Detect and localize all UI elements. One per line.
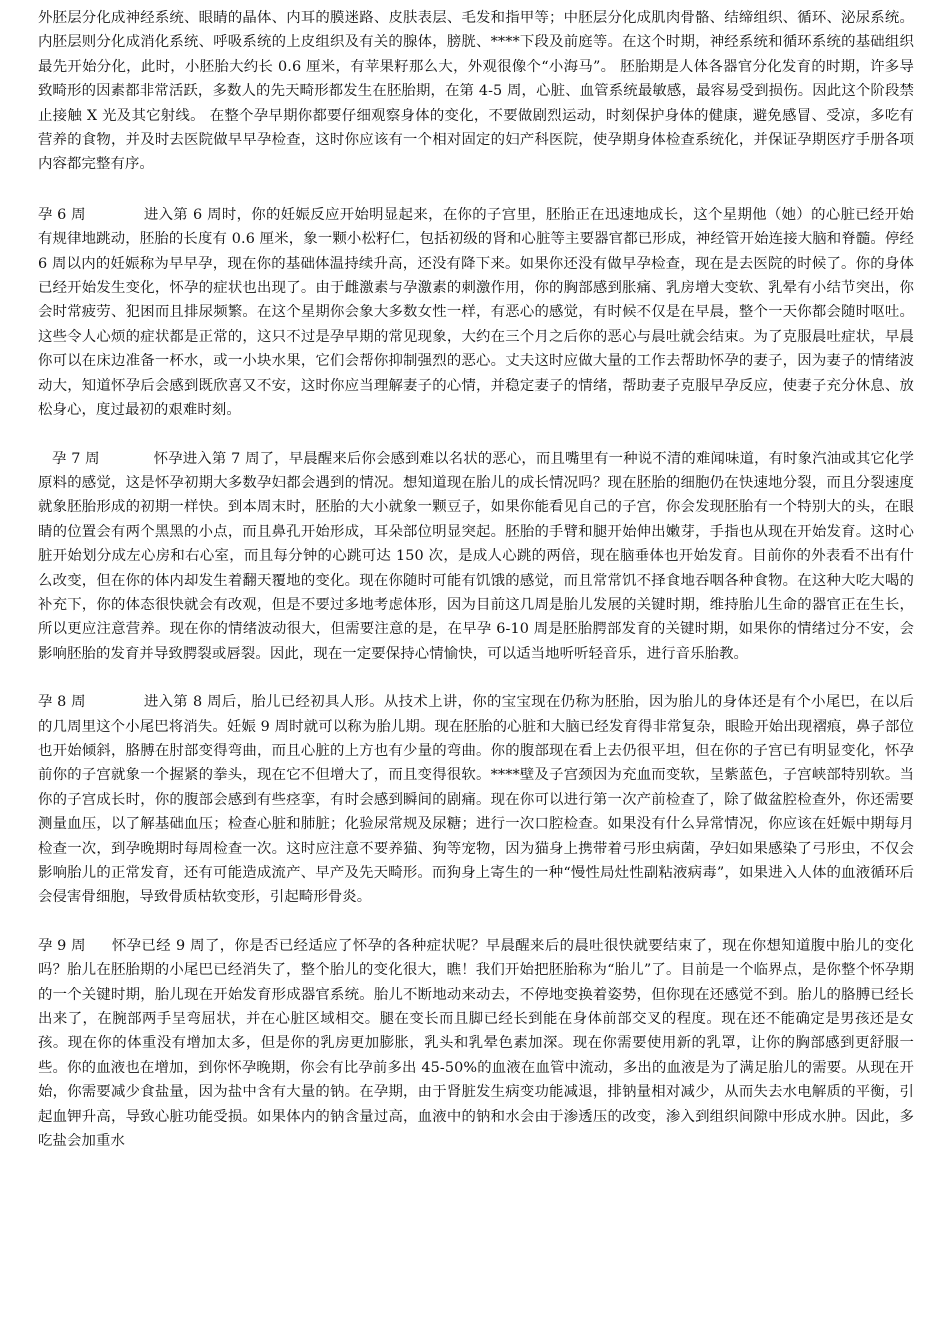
intro-paragraph: 外胚层分化成神经系统、眼睛的晶体、内耳的膜迷路、皮肤表层、毛发和指甲等；中胚层分化成肌肉骨骼、结缔组织、循环、泌尿系统。内胚层则分化成消化系统、呼吸系统的上皮组织及有关的腺体，膀胱、****下段及前庭等。在这个时期，神经系统和循环系统的基础组织最先开始分化，此时，小胚胎大约长 0.6 厘米，有苹果籽那么大，外观很像个“小海马”。 胚胎期是人体各器官分化发育的时期，许多导致畸形的因素都非常活跃，多数人的先天畸形都发生在胚胎期，在第 4-5 周，心脏、血管系统最敏感，最容易受到损伤。因此这个阶段禁止接触 X 光及其它射线。 在整个孕早期你都要仔细观察身体的变化，不要做剧烈运动，时刻保护身体的健康，避免感冒、受凉，多吃有营养的食物，并及时去医院做早早孕检查，这时你应该有一个相对固定的妇产科医院，使孕期身体检查系统化，并保证孕期医疗手册各项内容都完整有序。 <box>38 10 914 173</box>
week-9-paragraph <box>38 934 914 1154</box>
week-7-text: 怀孕进入第 7 周了，早晨醒来后你会感到难以名状的恶心，而且嘴里有一种说不清的难闻味道，有时象汽油或其它化学原料的感觉，这是怀孕初期大多数孕妇都会遇到的情况。想知道现在胎儿的成长情况吗？现在胚胎的细胞仍在快速地分裂，而且分裂速度就象胚胎形成的初期一样快。到本周末时，胚胎的大小就象一颗豆子，如果你能看见自己的子宫，你会发现胚胎有一个特别大的头，在眼睛的位置会有两个黑黑的小点，而且鼻孔开始形成，耳朵部位明显突起。胚胎的手臂和腿开始伸出嫩芽，手指也从现在开始发育。这时心脏开始划分成左心房和右心室，而且每分钟的心跳可达 150 次，是成人心跳的两倍，现在脑垂体也开始发育。目前你的外表看不出有什么改变，但在你的体内却发生着翻天覆地的变化。现在你随时可能有饥饿的感觉，而且常常饥不择食地吞咽各种食物。在这种大吃大喝的补充下，你的体态很快就会有改观，但是不要过多地考虑体形，因为目前这几周是胎儿发展的关键时期，维持胎儿生命的器官正在生长，所以更应注意营养。现在你的情绪波动很大，但需要注意的是，在早孕 6-10 周是胚胎腭部发育的关键时期，如果你的情绪过分不安，会影响胚胎的发育并导致腭裂或唇裂。因此，现在一定要保持心情愉快，可以适当地听听轻音乐，进行音乐胎教。 <box>38 450 914 662</box>
week-9-heading: 孕 9 周 <box>38 937 86 954</box>
week-7-heading: 孕 7 周 <box>38 450 100 467</box>
week-7-paragraph <box>38 447 914 667</box>
week-9-text: 怀孕已经 9 周了，你是否已经适应了怀孕的各种症状呢？早晨醒来后的晨吐很快就要结束了，现在你想知道腹中胎儿的变化吗？胎儿在胚胎期的小尾巴已经消失了，整个胎儿的变化很大，瞧！我们开始把胚胎称为“胎儿”了。目前是一个临界点，是你整个怀孕期的一个关键时期，胎儿现在开始发育形成器官系统。胎儿不断地动来动去，不停地变换着姿势，但你现在还感觉不到。胎儿的胳膊已经长出来了，在腕部两手呈弯屈状，并在心脏区域相交。腿在变长而且脚已经长到能在身体前部交叉的程度。现在还不能确定是男孩还是女孩。现在你的体重没有增加太多，但是你的乳房更加膨胀，乳头和乳晕色素加深。现在你需要使用新的乳罩，让你的胸部感到更舒服一些。你的血液也在增加，到你怀孕晚期，你会有比孕前多出 45-50%的血液在血管中流动，多出的血液是为了满足胎儿的需要。从现在开始，你需要减少食盐量，因为盐中含有大量的钠。在孕期，由于肾脏发生病变功能减退，排钠量相对减少，从而失去水电解质的平衡，引起血钾升高，导致心脏功能受损。如果体内的钠含量过高，血液中的钠和水会由于渗透压的改变，渗入到组织间隙中形成水肿。因此，多吃盐会加重水 <box>38 937 914 1150</box>
week-6-paragraph <box>38 203 914 423</box>
week-8-text: 进入第 8 周后，胎儿已经初具人形。从技术上讲，你的宝宝现在仍称为胚胎，因为胎儿的身体还是有个小尾巴，在以后的几周里这个小尾巴将消失。妊娠 9 周时就可以称为胎儿期。现在胚胎的心脏和大脑已经发育得非常复杂，眼睑开始出现褶痕，鼻子部位也开始倾斜，胳膊在肘部变得弯曲，而且心脏的上方也有少量的弯曲。你的腹部现在看上去仍很平坦，但在你的子宫已有明显变化，怀孕前你的子宫就象一个握紧的拳头，现在它不但增大了，而且变得很软。****壁及子宫颈因为充血而变软，呈紫蓝色，子宫峡部特别软。当你的子宫成长时，你的腹部会感到有些痉挛，有时会感到瞬间的剧痛。现在你可以进行第一次产前检查了，除了做盆腔检查外，你还需要测量血压，以了解基础血压；检查心脏和肺脏；化验尿常规及尿糖；进行一次口腔检查。如果没有什么异常情况，你应该在妊娠中期每月检查一次，到孕晚期时每周检查一次。这时应注意不要养猫、狗等宠物，因为猫身上携带着弓形虫病菌，孕妇如果感染了弓形虫，不仅会影响胎儿的正常发育，还有可能造成流产、早产及先天畸形。而狗身上寄生的一种“慢性局灶性副粘液病毒”，如果进入人体的血液循环后会侵害骨细胞，导致骨质枯软变形，引起畸形骨炎。 <box>38 694 914 906</box>
week-6-text: 进入第 6 周时，你的妊娠反应开始明显起来，在你的子宫里，胚胎正在迅速地成长，这个星期他（她）的心脏已经开始有规律地跳动，胚胎的长度有 0.6 厘米，象一颗小松籽仁，包括初级的肾和心脏等主要器官都已形成，神经管开始连接大脑和脊髓。停经 6 周以内的妊娠称为早早孕，现在你的基础体温持续升高，还没有降下来。如果你还没有做早孕检查，现在是去医院的时候了。你的身体已经开始发生变化，怀孕的症状也出现了。由于雌激素与孕激素的刺激作用，你的胸部感到胀痛、乳房增大变软、乳晕有小结节突出，你会时常疲劳、犯困而且排尿频繁。在这个星期你会象大多数女性一样，有恶心的感觉，有时候不仅是在早晨，整个一天你都会随时呕吐。这些令人心烦的症状都是正常的，这只不过是孕早期的常见现象，大约在三个月之后你的恶心与晨吐就会结束。为了克服晨吐症状，早晨你可以在床边准备一杯水，或一小块水果，它们会帮你抑制强烈的恶心。丈夫这时应做大量的工作去帮助怀孕的妻子，因为妻子的情绪波动大，知道怀孕后会感到既欣喜又不安，这时你应当理解妻子的心情，并稳定妻子的情绪，帮助妻子克服早孕反应，使妻子充分休息、放松身心，度过最初的艰难时刻。 <box>38 206 914 419</box>
document-page <box>38 6 914 1177</box>
week-6-heading: 孕 6 周 <box>38 206 86 223</box>
week-8-heading: 孕 8 周 <box>38 694 86 711</box>
week-8-paragraph <box>38 690 914 910</box>
